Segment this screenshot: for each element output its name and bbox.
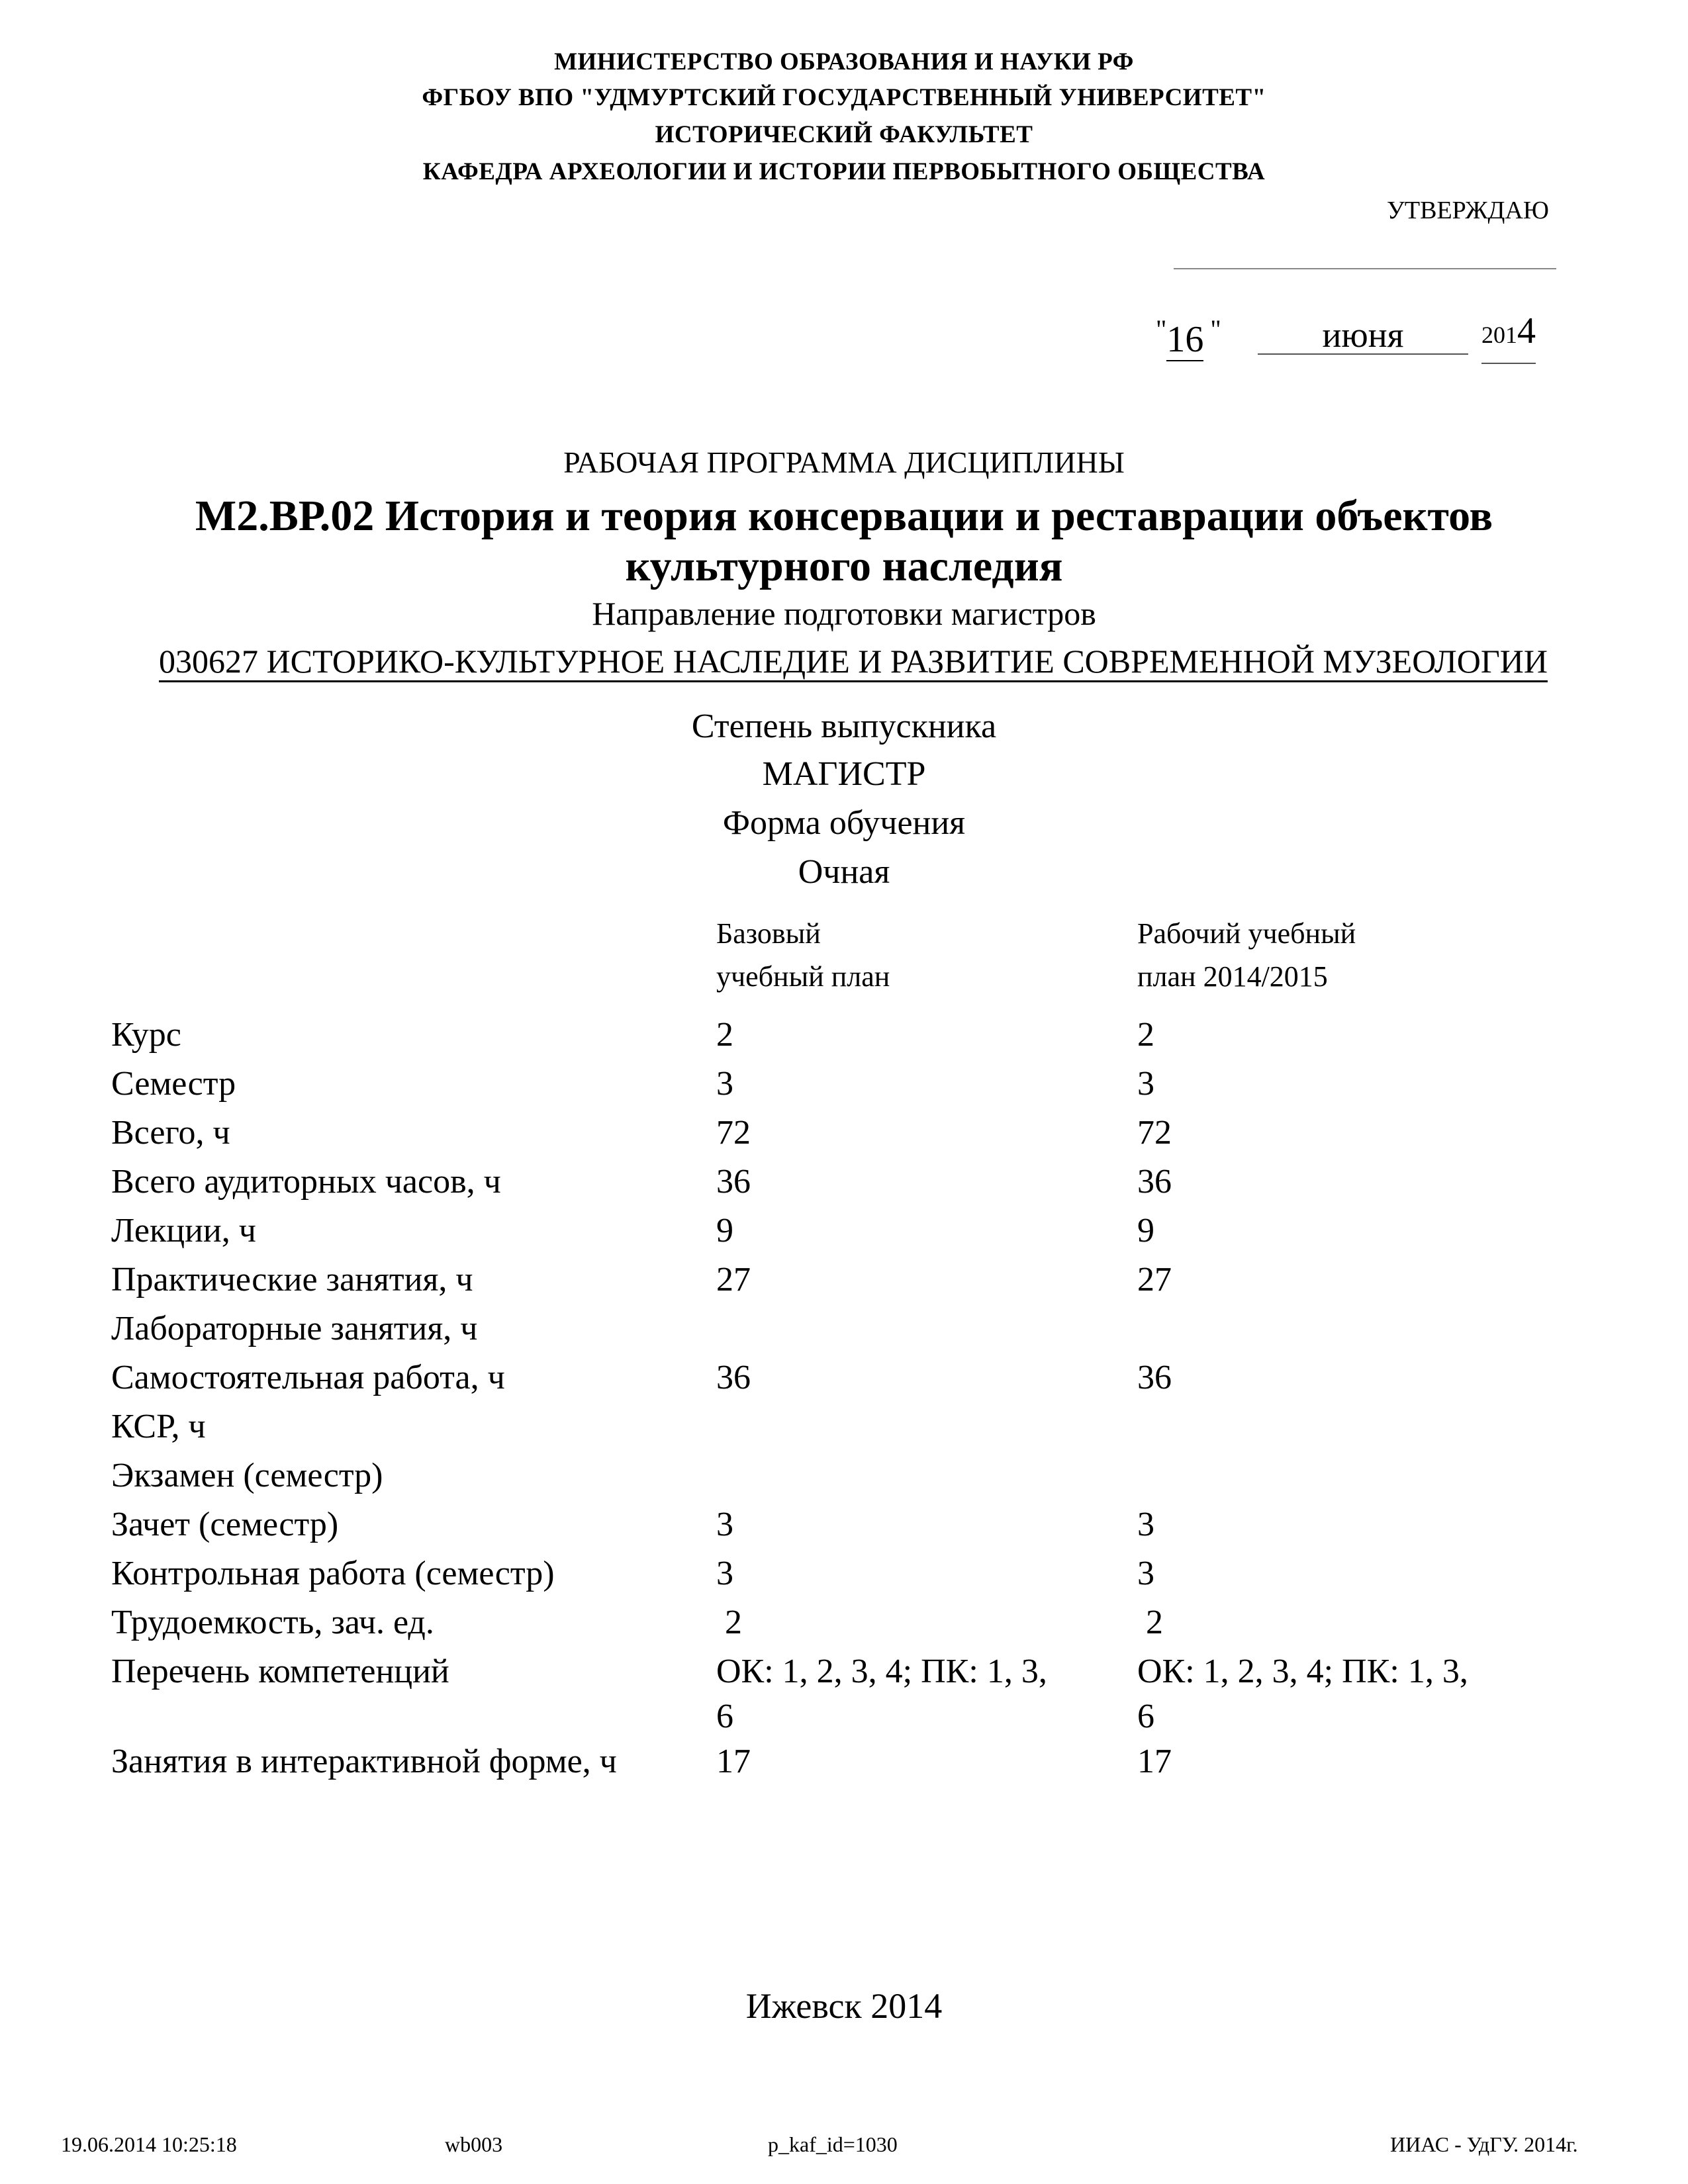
row-label: Семестр — [111, 1065, 236, 1103]
row-work-value: ОК: 1, 2, 3, 4; ПК: 1, 3, — [1137, 1653, 1468, 1690]
row-work-value: 36 — [1137, 1359, 1172, 1396]
footer-system: ИИАС - УдГУ. 2014г. — [1390, 2132, 1578, 2156]
row-work-value: 72 — [1137, 1114, 1172, 1152]
row-base-value: 3 — [716, 1506, 733, 1543]
work-plan-header-line1: Рабочий учебный — [1137, 917, 1356, 950]
work-plan-header-line2: план 2014/2015 — [1137, 960, 1328, 993]
row-base-value: 36 — [716, 1359, 751, 1396]
degree-label: Степень выпускника — [691, 707, 997, 745]
approval-month: июня — [1258, 316, 1468, 355]
row-base-value: 6 — [716, 1698, 733, 1735]
row-base-value: 9 — [716, 1212, 733, 1250]
form-value: Очная — [798, 853, 890, 891]
row-label: Всего аудиторных часов, ч — [111, 1163, 501, 1201]
row-base-value: 3 — [716, 1555, 733, 1592]
footer-timestamp: 19.06.2014 10:25:18 — [61, 2132, 237, 2156]
program-title: РАБОЧАЯ ПРОГРАММА ДИСЦИПЛИНЫ — [563, 445, 1125, 479]
row-base-value: 2 — [716, 1016, 733, 1054]
row-label: Зачет (семестр) — [111, 1506, 339, 1543]
row-base-value: 3 — [716, 1065, 733, 1103]
university-heading: ФГБОУ ВПО "УДМУРТСКИЙ ГОСУДАРСТВЕННЫЙ УНИВЕРСИТЕТ" — [422, 84, 1266, 111]
row-work-value: 3 — [1137, 1506, 1154, 1543]
row-base-value: 27 — [716, 1261, 751, 1298]
row-label: Занятия в интерактивной форме, ч — [111, 1743, 617, 1780]
row-label: Практические занятия, ч — [111, 1261, 473, 1298]
row-work-value: 2 — [1137, 1016, 1154, 1054]
faculty-heading: ИСТОРИЧЕСКИЙ ФАКУЛЬТЕТ — [655, 121, 1033, 148]
base-plan-header-line1: Базовый — [716, 917, 821, 950]
row-label: Лекции, ч — [111, 1212, 256, 1250]
row-work-value: 3 — [1137, 1555, 1154, 1592]
approval-day: 16 — [1166, 318, 1204, 360]
row-base-value: 36 — [716, 1163, 751, 1201]
signature-line — [1174, 268, 1556, 269]
row-label: Трудоемкость, зач. ед. — [111, 1604, 434, 1641]
footer-code: wb003 — [445, 2132, 503, 2156]
row-work-value: 6 — [1137, 1698, 1154, 1735]
row-base-value: 72 — [716, 1114, 751, 1152]
approval-label: УТВЕРЖДАЮ — [1387, 197, 1549, 224]
approval-year — [1481, 308, 1536, 364]
approval-year-suffix: 4 — [1517, 310, 1536, 351]
row-base-value: 2 — [716, 1604, 742, 1641]
approval-year-prefix: 201 — [1481, 322, 1517, 348]
row-work-value: 9 — [1137, 1212, 1154, 1250]
row-label: Лабораторные занятия, ч — [111, 1310, 478, 1347]
direction-code: 030627 ИСТОРИКО-КУЛЬТУРНОЕ НАСЛЕДИЕ И РАЗВИТИЕ СОВРЕМЕННОЙ МУЗЕОЛОГИИ — [159, 642, 1548, 682]
row-base-value: ОК: 1, 2, 3, 4; ПК: 1, 3, — [716, 1653, 1047, 1690]
form-label: Форма обучения — [722, 804, 966, 842]
department-heading: КАФЕДРА АРХЕОЛОГИИ И ИСТОРИИ ПЕРВОБЫТНОГО ОБЩЕСТВА — [422, 158, 1266, 185]
footer-param: p_kaf_id=1030 — [768, 2132, 898, 2156]
base-plan-header-line2: учебный план — [716, 960, 890, 993]
row-label: Курс — [111, 1016, 181, 1054]
ministry-heading: МИНИСТЕРСТВО ОБРАЗОВАНИЯ И НАУКИ РФ — [554, 48, 1134, 75]
row-label: Экзамен (семестр) — [111, 1457, 383, 1494]
row-work-value: 17 — [1137, 1743, 1172, 1780]
row-label: КСР, ч — [111, 1408, 206, 1445]
discipline-title-line1: М2.ВР.02 История и теория консервации и реставрации объектов — [195, 492, 1493, 540]
approval-date: "16 " — [1156, 314, 1221, 360]
row-label: Контрольная работа (семестр) — [111, 1555, 555, 1592]
row-work-value: 3 — [1137, 1065, 1154, 1103]
degree-value: МАГИСТР — [762, 755, 926, 793]
row-label: Самостоятельная работа, ч — [111, 1359, 505, 1396]
row-work-value: 36 — [1137, 1163, 1172, 1201]
row-work-value: 2 — [1137, 1604, 1163, 1641]
row-work-value: 27 — [1137, 1261, 1172, 1298]
direction-label: Направление подготовки магистров — [592, 595, 1096, 632]
row-label: Перечень компетенций — [111, 1653, 449, 1690]
row-base-value: 17 — [716, 1743, 751, 1780]
row-label: Всего, ч — [111, 1114, 230, 1152]
discipline-title-line2: культурного наследия — [625, 542, 1063, 590]
city-year: Ижевск 2014 — [745, 1986, 943, 2026]
